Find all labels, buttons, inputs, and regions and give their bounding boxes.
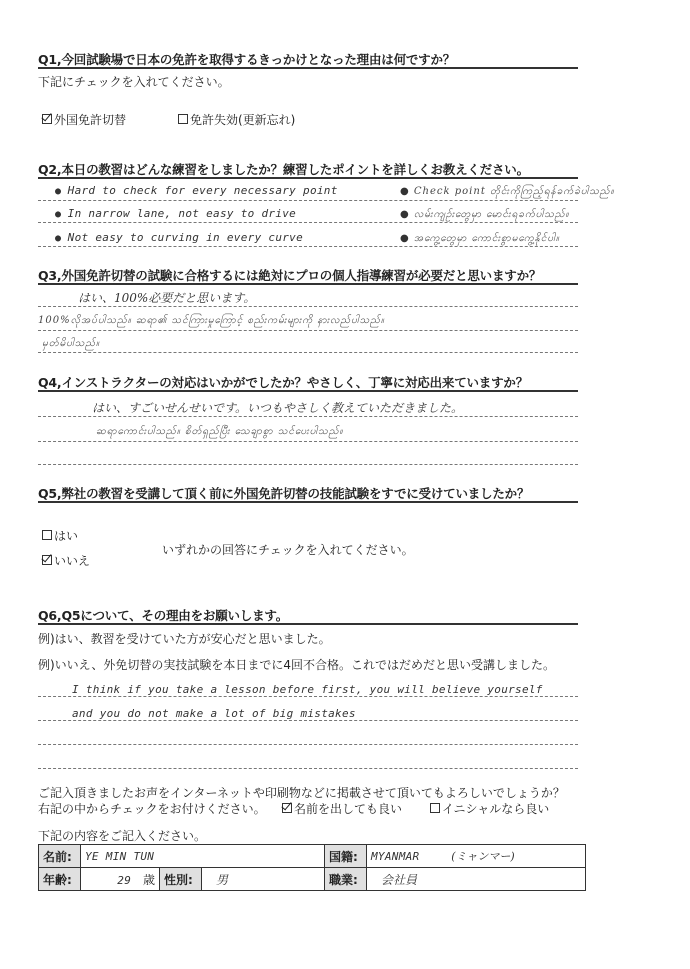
- q5-rule: [38, 501, 578, 503]
- info-heading: 下記の内容をご記入ください。: [38, 829, 207, 843]
- q1-title: Q1,今回試験場で日本の免許を取得するきっかけとなった理由は何ですか？: [38, 52, 456, 67]
- bullet-icon: ●: [55, 186, 68, 197]
- info-table: [38, 844, 586, 891]
- consent-line-2: 右記の中からチェックをお付けください。: [38, 802, 266, 816]
- nationality-label: 国籍:: [325, 845, 367, 868]
- bullet-icon: ●: [55, 233, 68, 244]
- q2-rule: [38, 177, 578, 179]
- name-field[interactable]: [81, 845, 325, 868]
- q6-example-2: 例)いいえ、外免切替の実技試験を本日までに4回不合格。これではだめだと思い受講しました。: [38, 658, 556, 672]
- q6-example-1: 例)はい、教習を受けていた方が安心だと思いました。: [38, 632, 331, 646]
- q4-title: Q4,インストラクターの対応はいかがでしたか？やさしく、丁寧に対応出来ていますか？: [38, 375, 528, 390]
- q5-title: Q5,弊社の教習を受講して頂く前に外国免許切替の技能試験をすでに受けていましたか？: [38, 486, 530, 501]
- checkbox-icon[interactable]: [430, 803, 440, 813]
- q3-title: Q3,外国免許切替の試験に合格するには絶対にプロの個人指導練習が必要だと思いますか？: [38, 268, 542, 283]
- gender-value: 男: [216, 872, 229, 887]
- q2-answer-left-2: ● In narrow lane, not easy to drive: [55, 207, 297, 220]
- nationality-field[interactable]: [367, 845, 586, 868]
- job-label: 職業:: [325, 868, 367, 891]
- checkbox-icon[interactable]: [42, 530, 52, 540]
- answer-line: [38, 352, 578, 353]
- q6-title: Q6,Q5について、その理由をお願いします。: [38, 608, 288, 623]
- q2-answer-left-3: ● Not easy to curving in every curve: [55, 231, 304, 244]
- age-label: 年齢:: [39, 868, 81, 891]
- q2-answer-right-1: ● Check point တိုင်းကိုကြည့်ရန်ခက်ခဲပါသည်။: [400, 186, 615, 197]
- age-value: 29: [117, 873, 132, 887]
- answer-line: [38, 464, 578, 465]
- checkbox-icon[interactable]: [178, 114, 188, 124]
- q3-rule: [38, 283, 578, 285]
- bullet-icon: ●: [400, 186, 414, 197]
- checkbox-checked-icon[interactable]: [42, 114, 52, 124]
- consent-line-1: ご記入頂きましたお声をインターネットや印刷物などに掲載させて頂いてもよろしいでしょうか？: [38, 786, 565, 800]
- answer-line: [38, 416, 578, 417]
- q2-answer-right-3: ● အကွေ့တွေမှာ ကောင်းစွာမကွေ့နိုင်ပါ။: [400, 233, 560, 244]
- age-field[interactable]: [81, 868, 160, 891]
- bullet-icon: ●: [400, 209, 414, 220]
- q6-answer-2: and you do not make a lot of big mistakes: [72, 707, 356, 720]
- q4-rule: [38, 390, 578, 392]
- name-value: YE MIN TUN: [85, 850, 155, 863]
- q2-answer-right-2: ● လမ်းကျဉ်းတွေမှာ မောင်းရခက်ပါသည်။: [400, 209, 570, 220]
- q4-answer-1: はい、すごいせんせいです。いつもやさしく教えていただきました。: [92, 401, 464, 415]
- q3-answer-2: 100%လိုအပ်ပါသည်။ ဆရာ၏ သင်ကြားမှုကြောင့် စည်းကမ်းများကို နားလည်ပါသည်။: [38, 315, 385, 326]
- answer-line: [38, 744, 578, 745]
- age-unit: 歳: [142, 872, 155, 887]
- q1-rule: [38, 67, 578, 69]
- checkbox-checked-icon[interactable]: [282, 803, 292, 813]
- q3-answer-1: はい、100%必要だと思います。: [78, 291, 256, 305]
- q5-instruction: いずれかの回答にチェックを入れてください。: [162, 543, 414, 557]
- nationality-kana: (ミャンマー): [451, 850, 515, 863]
- q2-answer-left-1: ● Hard to check for every necessary point: [55, 184, 338, 197]
- bullet-icon: ●: [400, 233, 414, 244]
- answer-line: [38, 246, 578, 247]
- q5-option-no[interactable]: いいえ: [42, 552, 90, 569]
- gender-label: 性別:: [160, 868, 202, 891]
- answer-line: [38, 441, 578, 442]
- consent-option-initial[interactable]: イニシャルなら良い: [430, 800, 549, 817]
- answer-line: [38, 720, 578, 721]
- job-field[interactable]: [367, 868, 586, 891]
- checkbox-checked-icon[interactable]: [42, 555, 52, 565]
- nationality-value: MYANMAR: [371, 850, 420, 863]
- answer-line: [38, 330, 578, 331]
- answer-line: [38, 696, 578, 697]
- q3-answer-3: မှတ်မိပါသည်။: [42, 338, 100, 349]
- q1-option-1[interactable]: 外国免許切替: [42, 111, 126, 128]
- q4-answer-2: ဆရာကောင်းပါသည်။ စိတ်ရှည်ပြီး သေချာစွာ သင်ပေးပါသည်။: [96, 426, 344, 437]
- answer-line: [38, 200, 578, 201]
- q1-instruction: 下記にチェックを入れてください。: [38, 75, 230, 89]
- q5-option-yes[interactable]: はい: [42, 527, 78, 544]
- name-label: 名前:: [39, 845, 81, 868]
- answer-line: [38, 222, 578, 223]
- answer-line: [38, 306, 578, 307]
- answer-line: [38, 768, 578, 769]
- job-value: 会社員: [381, 872, 418, 887]
- q6-rule: [38, 623, 578, 625]
- bullet-icon: ●: [55, 209, 68, 220]
- q6-answer-1: I think if you take a lesson before first, you will believe yourself: [72, 683, 543, 696]
- gender-field[interactable]: [202, 868, 325, 891]
- q2-title: Q2,本日の教習はどんな練習をしましたか？練習したポイントを詳しくお教えください。: [38, 162, 529, 177]
- q1-option-2[interactable]: 免許失効(更新忘れ): [178, 111, 295, 128]
- consent-option-name[interactable]: 名前を出しても良い: [282, 800, 402, 817]
